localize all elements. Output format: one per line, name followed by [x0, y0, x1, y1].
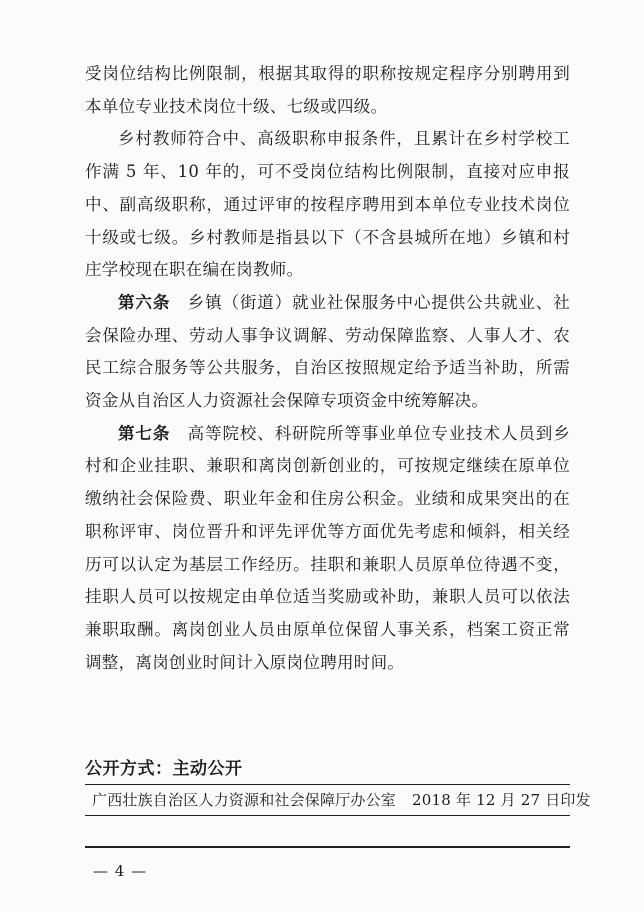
article-7-number: 第七条 [118, 423, 171, 443]
article-7-gap [170, 424, 187, 443]
continuation-paragraph: 受岗位结构比例限制，根据其取得的职称按规定程序分别聘用到本单位专业技术岗位十级、七级或四级。 [85, 64, 570, 116]
article-6-number: 第六条 [118, 292, 171, 312]
footer-rule-bottom [85, 846, 570, 848]
rural-teachers-paragraph: 乡村教师符合中、高级职称申报条件，且累计在乡村学校工作满 5 年、10 年的，可不受岗位结构比例限制，直接对应申报中、副高级职称，通过评审的按程序聘用到本单位专业技术岗位十级或七级。乡村教师是指县以下（不含县城所在地）乡镇和村庄学校现在职在编在岗教师。 [85, 129, 570, 280]
article-6-paragraph [85, 287, 570, 418]
disclosure-method: 公开方式：主动公开 [85, 759, 243, 779]
article-7-paragraph [85, 418, 570, 680]
article-6-text: 乡镇（街道）就业社保服务中心提供公共就业、社会保险办理、劳动人事争议调解、劳动保障监察、人事人才、农民工综合服务等公共服务，自治区按照规定给予适当补助，所需资金从自治区人力资源社会保障专项资金中统筹解决。 [85, 292, 571, 411]
article-6-gap [170, 293, 187, 312]
issue-date: 2018 年 12 月 27 日印发 [412, 791, 591, 809]
footer-rule-middle [85, 815, 570, 816]
issuing-office: 广西壮族自治区人力资源和社会保障厅办公室 [92, 791, 397, 809]
article-7-text: 高等院校、科研院所等事业单位专业技术人员到乡村和企业挂职、兼职和离岗创新创业的，可按规定继续在原单位缴纳社会保险费、职业年金和住房公积金。业绩和成果突出的在职称评审、岗位晋升和评先评优等方面优先考虑和倾斜，相关经历可以认定为基层工作经历。挂职和兼职人员原单位待遇不变，挂职人员可以按规定由单位适当奖励或补助，兼职人员可以依法兼职取酬。离岗创业人员由原单位保留人事关系，档案工资正常调整，离岗创业时间计入原岗位聘用时间。 [85, 423, 571, 672]
document-body [85, 58, 570, 679]
page-number: — 4 — [93, 862, 148, 880]
footer-rule-top [85, 784, 570, 785]
